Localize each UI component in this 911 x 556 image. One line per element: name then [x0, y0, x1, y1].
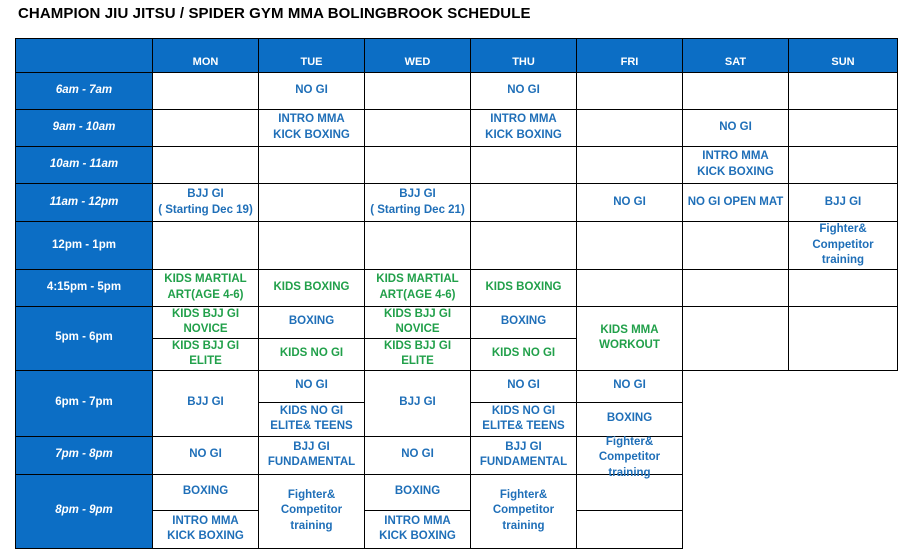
empty-cell	[471, 184, 577, 222]
table-row	[16, 73, 898, 110]
class-cell: KIDS NO GI	[259, 338, 365, 370]
class-cell: BJJ GI FUNDAMENTAL	[259, 436, 365, 474]
class-cell: INTRO MMA KICK BOXING	[471, 110, 577, 147]
class-cell: KIDS MARTIAL ART(AGE 4-6)	[365, 269, 471, 306]
empty-cell	[683, 269, 789, 306]
class-cell: KIDS MARTIAL ART(AGE 4-6)	[153, 269, 259, 306]
class-cell: KIDS NO GI ELITE& TEENS	[259, 402, 365, 436]
empty-cell	[365, 222, 471, 270]
class-cell: Fighter& Competitor training	[577, 436, 683, 474]
class-cell: Fighter& Competitor training	[789, 222, 898, 270]
time-slot: 4:15pm - 5pm	[16, 269, 153, 306]
empty-cell	[471, 147, 577, 184]
day-header-sun: SUN	[789, 39, 898, 73]
empty-cell	[365, 73, 471, 110]
time-slot: 5pm - 6pm	[16, 306, 153, 370]
class-cell: NO GI	[259, 73, 365, 110]
class-cell: INTRO MMA KICK BOXING	[365, 510, 471, 548]
time-slot: 9am - 10am	[16, 110, 153, 147]
class-cell: KIDS BJJ GI ELITE	[153, 338, 259, 370]
empty-cell	[577, 73, 683, 110]
empty-cell	[577, 510, 683, 548]
empty-cell	[789, 147, 898, 184]
table-row	[16, 370, 898, 402]
empty-cell	[683, 306, 789, 370]
day-header-mon: MON	[153, 39, 259, 73]
class-cell: NO GI	[577, 184, 683, 222]
class-cell: KIDS NO GI ELITE& TEENS	[471, 402, 577, 436]
class-cell: NO GI	[471, 73, 577, 110]
empty-cell	[365, 147, 471, 184]
class-cell: NO GI	[365, 436, 471, 474]
empty-cell	[365, 110, 471, 147]
class-cell: BOXING	[471, 306, 577, 338]
header-corner	[16, 39, 153, 73]
day-header-fri: FRI	[577, 39, 683, 73]
header-row	[16, 39, 898, 73]
class-cell: BJJ GI ( Starting Dec 19)	[153, 184, 259, 222]
empty-cell	[683, 222, 789, 270]
table-row	[16, 222, 898, 270]
day-header-thu: THU	[471, 39, 577, 73]
time-slot: 6am - 7am	[16, 73, 153, 110]
empty-cell	[153, 147, 259, 184]
empty-cell	[789, 73, 898, 110]
class-cell: KIDS BJJ GI ELITE	[365, 338, 471, 370]
class-cell: BJJ GI	[153, 370, 259, 436]
table-row	[16, 110, 898, 147]
class-cell: BOXING	[153, 474, 259, 510]
time-slot: 6pm - 7pm	[16, 370, 153, 436]
time-slot: 8pm - 9pm	[16, 474, 153, 548]
empty-cell	[259, 147, 365, 184]
class-cell: KIDS BJJ GI NOVICE	[365, 306, 471, 338]
empty-cell	[259, 184, 365, 222]
class-cell: INTRO MMA KICK BOXING	[259, 110, 365, 147]
time-slot: 7pm - 8pm	[16, 436, 153, 474]
table-row	[16, 269, 898, 306]
empty-cell	[577, 147, 683, 184]
class-cell: KIDS MMA WORKOUT	[577, 306, 683, 370]
class-cell: NO GI	[683, 110, 789, 147]
class-cell: BJJ GI	[365, 370, 471, 436]
empty-cell	[153, 73, 259, 110]
class-cell: BJJ GI ( Starting Dec 21)	[365, 184, 471, 222]
class-cell: NO GI OPEN MAT	[683, 184, 789, 222]
class-cell: KIDS NO GI	[471, 338, 577, 370]
table-row	[16, 306, 898, 338]
class-cell: BOXING	[259, 306, 365, 338]
class-cell: INTRO MMA KICK BOXING	[153, 510, 259, 548]
empty-cell	[471, 222, 577, 270]
empty-cell	[153, 222, 259, 270]
empty-cell	[789, 110, 898, 147]
class-cell: BOXING	[365, 474, 471, 510]
page-title: CHAMPION JIU JITSU / SPIDER GYM MMA BOLINGBROOK SCHEDULE	[18, 5, 531, 22]
day-header-tue: TUE	[259, 39, 365, 73]
class-cell: INTRO MMA KICK BOXING	[683, 147, 789, 184]
empty-cell	[259, 222, 365, 270]
table-row	[16, 184, 898, 222]
class-cell: NO GI	[577, 370, 683, 402]
class-cell: Fighter& Competitor training	[259, 474, 365, 548]
class-cell: BOXING	[577, 402, 683, 436]
class-cell: NO GI	[471, 370, 577, 402]
class-cell: BJJ GI FUNDAMENTAL	[471, 436, 577, 474]
empty-cell	[577, 110, 683, 147]
time-slot: 11am - 12pm	[16, 184, 153, 222]
day-header-wed: WED	[365, 39, 471, 73]
empty-cell	[577, 269, 683, 306]
class-cell: NO GI	[259, 370, 365, 402]
schedule-table	[15, 38, 898, 549]
table-row	[16, 147, 898, 184]
empty-cell	[789, 306, 898, 370]
empty-cell	[153, 110, 259, 147]
class-cell: NO GI	[153, 436, 259, 474]
time-slot: 10am - 11am	[16, 147, 153, 184]
empty-cell	[789, 269, 898, 306]
class-cell: KIDS BOXING	[471, 269, 577, 306]
class-cell: KIDS BOXING	[259, 269, 365, 306]
class-cell: BJJ GI	[789, 184, 898, 222]
class-cell: KIDS BJJ GI NOVICE	[153, 306, 259, 338]
time-slot: 12pm - 1pm	[16, 222, 153, 270]
empty-cell	[683, 73, 789, 110]
empty-cell	[577, 222, 683, 270]
day-header-sat: SAT	[683, 39, 789, 73]
blank-area	[683, 370, 898, 548]
class-cell: Fighter& Competitor training	[471, 474, 577, 548]
